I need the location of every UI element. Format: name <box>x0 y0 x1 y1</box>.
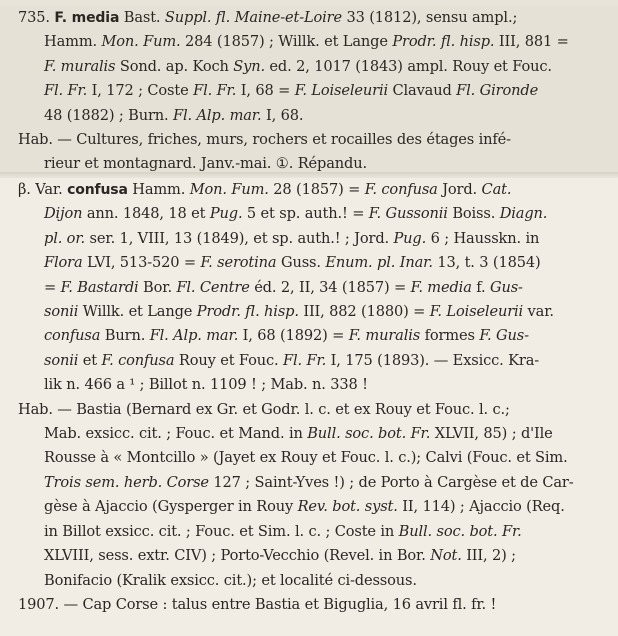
italic-reference: sonii <box>44 303 79 321</box>
italic-reference: Mon. Fum. <box>101 33 181 51</box>
italic-reference: Gus- <box>489 278 523 296</box>
text-run: 33 (1812), sensu ampl.; <box>342 9 518 26</box>
text-run: Hamm. <box>127 181 190 198</box>
text-run: III, 882 (1880) = <box>298 303 430 321</box>
text-run: III, 881 = <box>494 33 569 51</box>
text-run: 284 (1857) ; Willk. et Lange <box>180 33 393 51</box>
text-run: XLVII, 85) ; d'Ile <box>430 425 553 443</box>
italic-reference: sonii <box>44 351 79 369</box>
italic-reference: Suppl. fl. Maine-et-Loire <box>164 9 342 26</box>
entry-text <box>18 178 604 617</box>
italic-reference: F. serotina <box>200 254 277 272</box>
italic-reference: Trois sem. herb. Corse <box>44 473 209 491</box>
text-run: 48 (1882) ; Burn. <box>44 106 174 124</box>
text-line <box>44 471 604 495</box>
italic-reference: Fl. Alp. mar. <box>149 327 239 345</box>
text-run: 5 et sp. auth.! = <box>242 205 369 223</box>
text-run: var. <box>523 303 554 321</box>
text-run: Willk. et Lange <box>78 303 197 321</box>
text-run: = <box>44 278 61 296</box>
italic-reference: Mon. Fum. <box>189 181 269 198</box>
italic-reference: Not. <box>430 547 462 565</box>
text-run: I, 172 ; Coste <box>87 82 194 100</box>
italic-reference: F. Gussonii <box>368 205 448 223</box>
italic-reference: Fl. Alp. mar. <box>173 106 262 124</box>
text-line <box>44 276 604 300</box>
text-run: rieur et montagnard. Janv.-mai. ①. Répandu. <box>44 155 367 173</box>
italic-reference: Bull. soc. bot. Fr. <box>307 425 431 443</box>
text-line <box>44 349 604 373</box>
text-run: Clavaud <box>388 82 457 100</box>
italic-reference: F. Bastardi <box>60 278 139 296</box>
text-line <box>18 6 604 30</box>
italic-reference: F. Loiseleurii <box>294 82 389 100</box>
text-run: I, 68. <box>261 106 304 124</box>
text-run: 6 ; Hausskn. in <box>426 229 540 247</box>
entry-text <box>18 6 604 177</box>
text-run: I, 68 (1892) = <box>238 327 349 345</box>
text-run: 127 ; Saint-Yves !) ; de Porto à Cargèse et de Car- <box>208 473 574 491</box>
text-run: Hab. — Cultures, friches, murs, rochers et rocailles des étages infé- <box>18 131 511 149</box>
italic-reference: confusa <box>44 327 101 345</box>
text-run: Rousse à « Montcillo » (Jayet ex Rouy et Fouc. l. c.); Calvi (Fouc. et Sim. <box>44 449 568 467</box>
text-run: 13, t. 3 (1854) <box>432 254 541 272</box>
text-line <box>44 373 604 397</box>
text-line <box>18 128 604 152</box>
text-line <box>44 55 604 79</box>
text-run: Boiss. <box>447 205 500 223</box>
italic-reference: Fl. Gironde <box>456 82 539 100</box>
italic-reference: Cat. <box>481 181 512 198</box>
text-run: LVI, 513-520 = <box>82 254 201 272</box>
text-line <box>44 79 604 103</box>
text-line <box>18 178 604 202</box>
text-run: Bor. <box>138 278 177 296</box>
italic-reference: Enum. pl. Inar. <box>325 254 433 272</box>
italic-reference: Prodr. fl. hisp. <box>196 303 299 321</box>
italic-reference: F. confusa <box>364 181 438 198</box>
text-run: et <box>78 351 102 369</box>
italic-reference: Fl. Fr. <box>44 82 88 100</box>
text-run: 1907. — Cap Corse : talus entre Bastia et Biguglia, 16 avril fl. fr. ! <box>18 595 497 613</box>
italic-reference: Pug. <box>209 205 243 223</box>
italic-reference: Fl. Fr. <box>283 351 327 369</box>
text-line <box>44 104 604 128</box>
italic-reference: Prodr. fl. hisp. <box>392 33 495 51</box>
italic-reference: Rev. bot. syst. <box>297 498 398 516</box>
italic-reference: Dijon <box>44 205 83 223</box>
text-line <box>44 520 604 544</box>
text-run: Mab. exsicc. cit. ; Fouc. et Mand. in <box>44 425 308 443</box>
italic-reference: Pug. <box>393 229 427 247</box>
text-run: I, 68 = <box>236 82 295 100</box>
text-line <box>18 398 604 422</box>
text-run: ann. 1848, 18 et <box>82 205 210 223</box>
italic-reference: F. media <box>410 278 472 296</box>
text-run: f. <box>471 278 490 296</box>
text-run: β. Var. <box>18 181 68 198</box>
entry-735-fumaria-media <box>0 6 618 176</box>
italic-reference: Fl. Centre <box>176 278 250 296</box>
text-run: ed. 2, 1017 (1843) ampl. Rouy et Fouc. <box>264 57 552 75</box>
italic-reference: Bull. soc. bot. Fr. <box>398 522 522 540</box>
italic-reference: F. confusa <box>101 351 175 369</box>
text-run: Guss. <box>276 254 326 272</box>
text-run: éd. 2, II, 34 (1857) = <box>249 278 411 296</box>
text-run: in Billot exsicc. cit. ; Fouc. et Sim. l. c. ; Coste in <box>44 522 399 540</box>
italic-reference: F. muralis <box>348 327 421 345</box>
text-run: Sond. ap. Koch <box>115 57 234 75</box>
text-line <box>44 202 604 226</box>
text-run: ser. 1, VIII, 13 (1849), et sp. auth.! ; Jord. <box>85 229 394 247</box>
text-run: Bast. <box>119 9 165 26</box>
text-run: Rouy et Fouc. <box>174 351 283 369</box>
text-run: I, 175 (1893). — Exsicc. Kra- <box>326 351 540 369</box>
taxon-name: F. media <box>54 10 120 26</box>
italic-reference: Fl. Fr. <box>193 82 237 100</box>
text-line <box>44 544 604 568</box>
text-run: II, 114) ; Ajaccio (Req. <box>397 498 565 516</box>
text-run: formes <box>420 327 480 345</box>
text-line <box>44 422 604 446</box>
text-run: Burn. <box>100 327 150 345</box>
text-run: Jord. <box>437 181 482 198</box>
text-run: Hab. — Bastia (Bernard ex Gr. et Godr. l. c. et ex Rouy et Fouc. l. c.; <box>18 400 510 418</box>
text-run: Bonifacio (Kralik exsicc. cit.); et localité ci-dessous. <box>44 571 417 589</box>
text-run: lik n. 466 a ¹ ; Billot n. 1109 ! ; Mab. n. 338 ! <box>44 376 368 394</box>
text-run: 28 (1857) = <box>268 181 365 198</box>
text-line <box>44 569 604 593</box>
text-line <box>44 495 604 519</box>
text-line <box>44 300 604 324</box>
text-run: gèse à Ajaccio (Gysperger in Rouy <box>44 498 298 516</box>
text-line <box>44 446 604 470</box>
text-line <box>44 251 604 275</box>
text-line <box>44 324 604 348</box>
text-run: XLVIII, sess. extr. CIV) ; Porto-Vecchio (Revel. in Bor. <box>44 547 431 565</box>
entry-var-confusa <box>0 178 618 636</box>
text-line <box>18 593 604 617</box>
italic-reference: Diagn. <box>499 205 548 223</box>
italic-reference: Syn. <box>233 57 265 75</box>
italic-reference: F. muralis <box>44 57 116 75</box>
taxon-name: confusa <box>67 182 128 198</box>
italic-reference: Flora <box>44 254 83 272</box>
italic-reference: F. Loiseleurii <box>429 303 524 321</box>
italic-reference: F. Gus- <box>479 327 529 345</box>
text-line <box>44 227 604 251</box>
italic-reference: pl. or. <box>44 229 86 247</box>
text-run: 735. <box>18 9 55 26</box>
text-run: Hamm. <box>44 33 102 51</box>
text-run: III, 2) ; <box>461 547 516 565</box>
text-line <box>44 30 604 54</box>
